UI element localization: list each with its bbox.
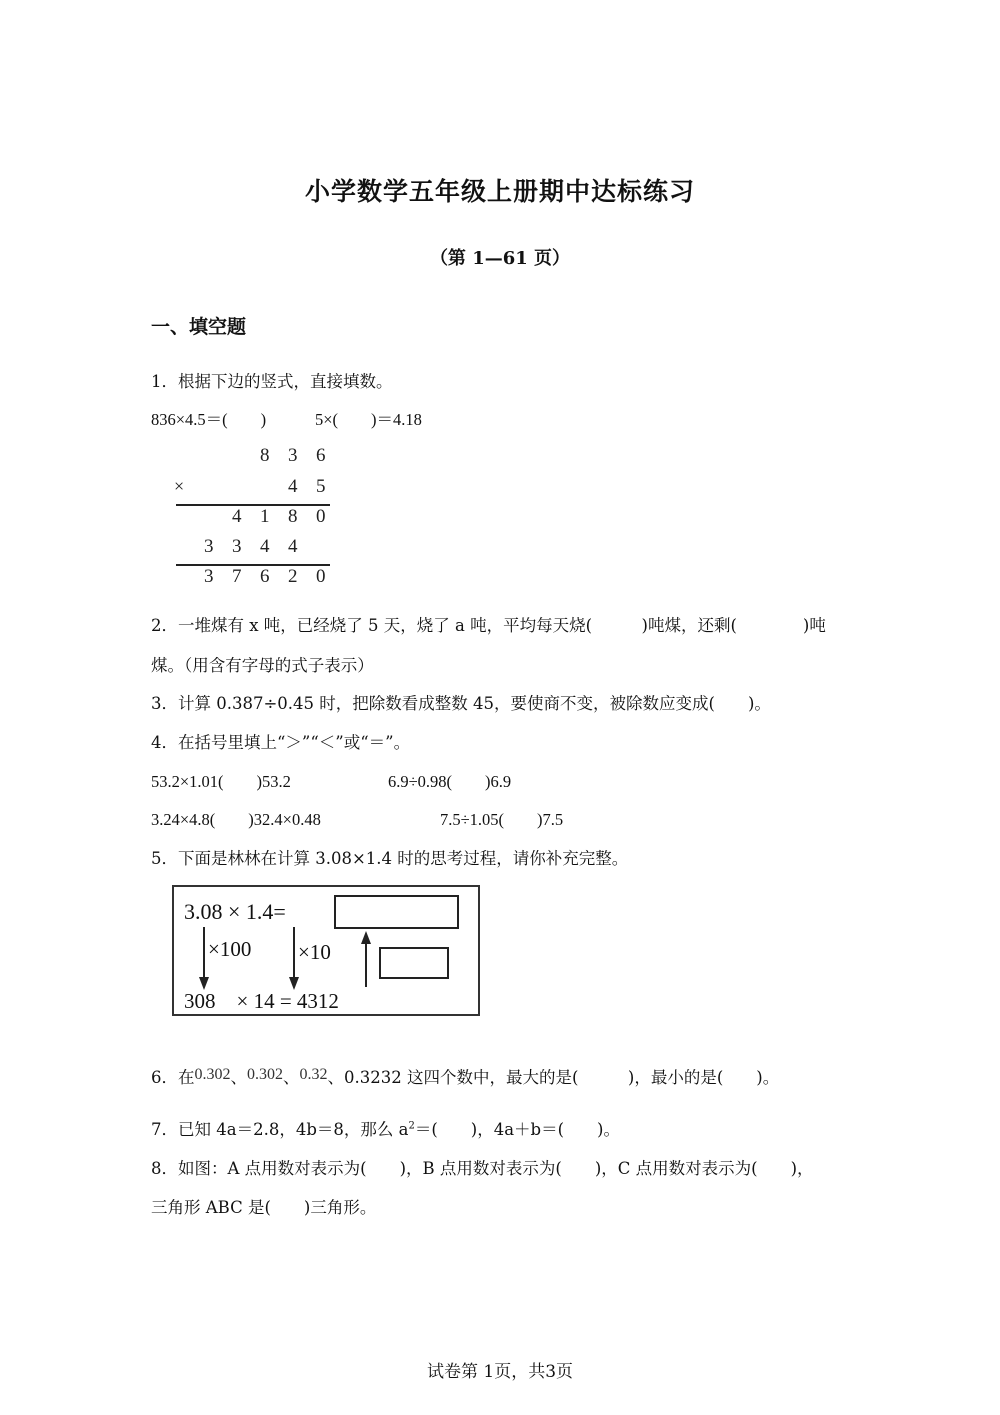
digit: 0 (316, 566, 326, 587)
digit: 8 (288, 506, 298, 527)
digit: 3 (204, 536, 214, 557)
question-6-text (151, 1064, 779, 1088)
question-5-text: 5．下面是林林在计算 3.08×1.4 时的思考过程，请你补充完整。 (151, 849, 629, 868)
digit: 3 (232, 536, 242, 557)
digit: 3 (288, 445, 298, 466)
digit: 4 (288, 536, 298, 557)
question-6-prefix: 6．在 (151, 1068, 195, 1087)
repeating-decimal-2: 0.302 (247, 1066, 283, 1083)
digit: 2 (288, 566, 298, 587)
question-7-text (151, 1116, 620, 1140)
divider-line (176, 504, 330, 506)
exponent: 2 (408, 1120, 415, 1132)
digit: 0 (316, 506, 326, 527)
page-footer: 试卷第 1页，共3页 (426, 1362, 574, 1382)
digit: 4 (260, 536, 270, 557)
digit: 3 (204, 566, 214, 587)
question-7-part-a: 7．已知 4a＝2.8，4b＝8，那么 a (151, 1120, 409, 1139)
digit: 4 (288, 476, 298, 497)
repeating-decimal-3: 0.32 (299, 1066, 328, 1083)
multiply-sign: × (174, 476, 185, 496)
question-4-b: 6.9÷0.98( )6.9 (388, 772, 512, 791)
digit: 1 (260, 506, 270, 527)
question-1-text: 1．根据下边的竖式，直接填数。 (151, 372, 393, 391)
question-4-a: 53.2×1.01( )53.2 (151, 772, 291, 791)
question-4-c: 3.24×4.8( )32.4×0.48 (151, 810, 321, 829)
figure-bottom-expression: 308 × 14 = 4312 (184, 989, 339, 1013)
digit: 6 (316, 445, 326, 466)
question-4-d: 7.5÷1.05( )7.5 (440, 810, 564, 829)
digit: 7 (232, 566, 242, 587)
question-1-blank-b: 5×( )＝4.18 (315, 410, 422, 429)
section-heading: 一、填空题 (151, 316, 247, 338)
separator: 、 (230, 1068, 247, 1087)
figure-top-expression: 3.08 × 1.4= (184, 899, 286, 924)
thinking-process-figure (172, 885, 480, 1016)
question-2-line2: 煤。（用含有字母的式子表示） (151, 656, 374, 675)
multiply-10-label: ×10 (298, 940, 331, 964)
digit: 8 (260, 445, 270, 466)
multiply-100-label: ×100 (208, 937, 252, 961)
divider-line (176, 564, 330, 566)
question-4-text: 4．在括号里填上“＞”“＜”或“＝”。 (151, 733, 411, 752)
page-title: 小学数学五年级上册期中达标练习 (304, 177, 695, 206)
question-6-suffix: 、0.3232 这四个数中，最大的是( )，最小的是( )。 (327, 1068, 780, 1087)
vertical-multiplication (170, 445, 340, 595)
question-8-line2: 三角形 ABC 是( )三角形。 (151, 1198, 377, 1217)
digit: 6 (260, 566, 270, 587)
question-1-blank-a: 836×4.5＝( ) (151, 410, 267, 429)
page-subtitle: （第 1—61 页） (429, 248, 571, 269)
digit: 5 (316, 476, 326, 497)
repeating-decimal-1: 0.302 (194, 1066, 231, 1083)
question-8-line1: 8．如图：A 点用数对表示为( )，B 点用数对表示为( )，C 点用数对表示为( )， (151, 1159, 814, 1178)
separator: 、 (283, 1068, 300, 1087)
digit: 4 (232, 506, 242, 527)
question-2-line1: 2．一堆煤有 x 吨，已经烧了 5 天，烧了 a 吨，平均每天烧( )吨煤，还剩( )吨 (151, 616, 826, 635)
question-3-text: 3．计算 0.387÷0.45 时，把除数看成整数 45，要使商不变，被除数应变成( )。 (151, 694, 771, 713)
question-7-part-b: ＝( )，4a＋b＝( )。 (414, 1120, 620, 1139)
